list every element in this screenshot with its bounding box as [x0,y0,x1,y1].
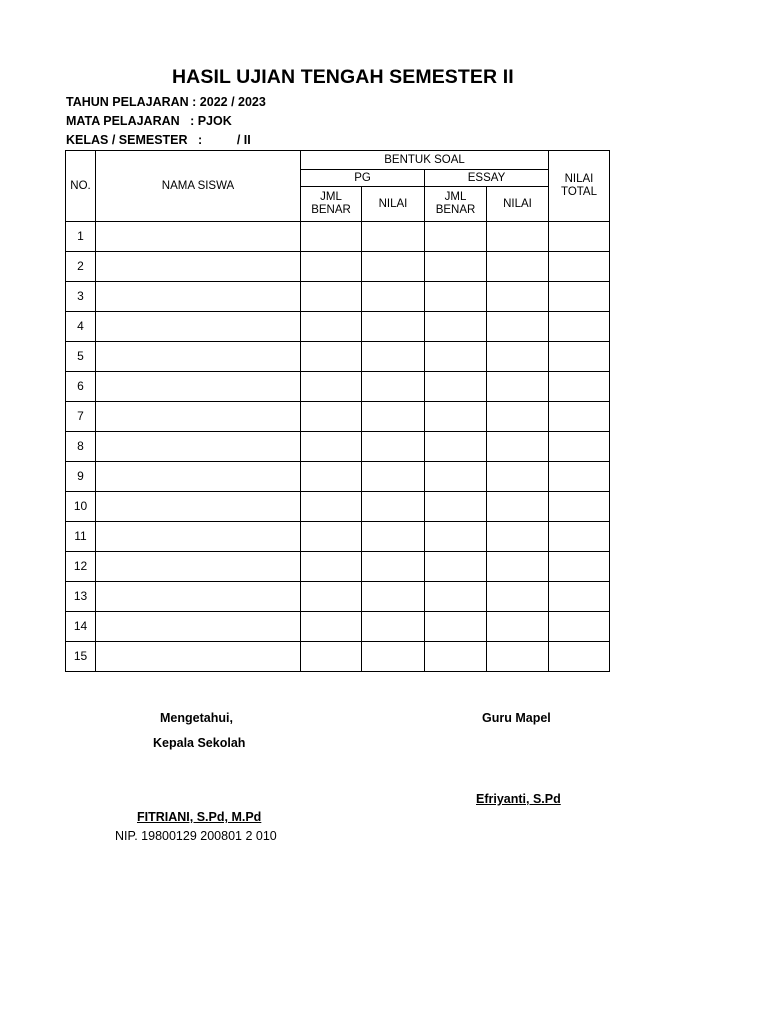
nilai-total-cell [549,642,610,672]
row-number: 3 [66,282,96,312]
guru-mapel-label: Guru Mapel [482,711,551,725]
nilai-total-cell [549,402,610,432]
mata-pelajaran: MATA PELAJARAN : PJOK [66,114,232,128]
nilai-total-cell [549,372,610,402]
essay-nilai-cell [487,582,549,612]
jml-label: JML [444,191,467,203]
essay-nilai-cell [487,222,549,252]
essay-nilai-cell [487,522,549,552]
row-number: 5 [66,342,96,372]
row-number: 1 [66,222,96,252]
table-row [66,462,610,492]
pg-jml-benar-cell [301,552,362,582]
essay-nilai-cell [487,462,549,492]
nama-siswa-cell [96,312,301,342]
table-row [66,582,610,612]
essay-jml-benar-cell [425,492,487,522]
kepala-sekolah-nip: NIP. 19800129 200801 2 010 [115,829,277,843]
table-row [66,552,610,582]
kepala-sekolah-name: FITRIANI, S.Pd, M.Pd [137,810,262,824]
essay-jml-benar-cell [425,642,487,672]
pg-jml-benar-cell [301,402,362,432]
row-number: 13 [66,582,96,612]
nama-siswa-cell [96,642,301,672]
pg-nilai-cell [362,462,425,492]
nilai-total-cell [549,492,610,522]
pg-jml-benar-cell [301,582,362,612]
score-table [65,150,610,672]
essay-nilai-cell [487,252,549,282]
nama-siswa-cell [96,222,301,252]
essay-jml-benar-cell [425,342,487,372]
benar-label: BENAR [311,204,351,216]
essay-jml-benar-cell [425,222,487,252]
essay-jml-benar-cell [425,282,487,312]
row-number: 9 [66,462,96,492]
essay-jml-benar-cell [425,612,487,642]
nilai-total-cell [549,342,610,372]
nilai-total-cell [549,222,610,252]
page-title: HASIL UJIAN TENGAH SEMESTER II [172,66,514,88]
nama-siswa-cell [96,252,301,282]
pg-nilai-cell [362,402,425,432]
nilai-total-line2: TOTAL [561,186,597,198]
pg-jml-benar-cell [301,462,362,492]
row-number: 7 [66,402,96,432]
pg-nilai-cell [362,582,425,612]
kelas-semester: KELAS / SEMESTER : / II [66,133,251,147]
table-body [66,222,610,672]
nama-siswa-cell [96,372,301,402]
nilai-total-cell [549,282,610,312]
pg-jml-benar-cell [301,642,362,672]
kepala-sekolah-label: Kepala Sekolah [153,736,246,750]
essay-nilai-cell [487,432,549,462]
pg-jml-benar-cell [301,222,362,252]
essay-jml-benar-cell [425,462,487,492]
table-row [66,252,610,282]
pg-jml-benar-cell [301,282,362,312]
benar-label: BENAR [435,204,476,216]
essay-nilai-cell [487,642,549,672]
pg-jml-benar-cell [301,252,362,282]
essay-jml-benar-cell [425,312,487,342]
pg-jml-benar-cell [301,492,362,522]
nama-siswa-cell [96,582,301,612]
nilai-total-cell [549,552,610,582]
nama-siswa-cell [96,462,301,492]
table-row [66,342,610,372]
header-essay: ESSAY [425,170,549,187]
pg-nilai-cell [362,642,425,672]
pg-nilai-cell [362,432,425,462]
table-row [66,492,610,522]
pg-nilai-cell [362,492,425,522]
pg-nilai-cell [362,342,425,372]
nama-siswa-cell [96,612,301,642]
essay-jml-benar-cell [425,402,487,432]
header-pg-jml-benar [301,187,362,222]
table-row [66,612,610,642]
jml-label: JML [320,191,342,203]
pg-jml-benar-cell [301,522,362,552]
table-row [66,282,610,312]
nama-siswa-cell [96,492,301,522]
row-number: 12 [66,552,96,582]
nama-siswa-cell [96,552,301,582]
essay-jml-benar-cell [425,582,487,612]
tahun-pelajaran: TAHUN PELAJARAN : 2022 / 2023 [66,95,266,109]
row-number: 4 [66,312,96,342]
header-essay-nilai: NILAI [487,187,549,222]
pg-jml-benar-cell [301,372,362,402]
nilai-total-cell [549,432,610,462]
nilai-total-cell [549,462,610,492]
table-row [66,432,610,462]
pg-nilai-cell [362,552,425,582]
pg-jml-benar-cell [301,312,362,342]
pg-jml-benar-cell [301,432,362,462]
row-number: 15 [66,642,96,672]
table-row [66,312,610,342]
essay-jml-benar-cell [425,432,487,462]
header-essay-jml-benar [425,187,487,222]
header-nilai-total [549,151,610,222]
essay-nilai-cell [487,402,549,432]
row-number: 10 [66,492,96,522]
header-pg: PG [301,170,425,187]
header-nama-siswa: NAMA SISWA [96,151,301,222]
essay-nilai-cell [487,342,549,372]
nilai-total-cell [549,582,610,612]
nilai-total-cell [549,612,610,642]
pg-nilai-cell [362,252,425,282]
nilai-total-cell [549,312,610,342]
essay-nilai-cell [487,312,549,342]
essay-jml-benar-cell [425,252,487,282]
row-number: 14 [66,612,96,642]
table-row [66,372,610,402]
row-number: 6 [66,372,96,402]
pg-nilai-cell [362,222,425,252]
pg-nilai-cell [362,312,425,342]
essay-nilai-cell [487,372,549,402]
pg-nilai-cell [362,612,425,642]
nama-siswa-cell [96,282,301,312]
nilai-total-cell [549,522,610,552]
pg-nilai-cell [362,282,425,312]
row-number: 8 [66,432,96,462]
table-row [66,402,610,432]
row-number: 2 [66,252,96,282]
nama-siswa-cell [96,522,301,552]
essay-jml-benar-cell [425,552,487,582]
essay-jml-benar-cell [425,372,487,402]
table-row [66,222,610,252]
essay-nilai-cell [487,492,549,522]
essay-jml-benar-cell [425,522,487,552]
nilai-total-line1: NILAI [564,173,594,185]
guru-mapel-name: Efriyanti, S.Pd [476,792,561,806]
row-number: 11 [66,522,96,552]
header-pg-nilai: NILAI [362,187,425,222]
table-row [66,642,610,672]
pg-nilai-cell [362,522,425,552]
pg-jml-benar-cell [301,342,362,372]
header-no: NO. [66,151,96,222]
table-row [66,522,610,552]
nama-siswa-cell [96,432,301,462]
essay-nilai-cell [487,612,549,642]
essay-nilai-cell [487,552,549,582]
nilai-total-cell [549,252,610,282]
pg-jml-benar-cell [301,612,362,642]
nama-siswa-cell [96,402,301,432]
pg-nilai-cell [362,372,425,402]
header-bentuk-soal: BENTUK SOAL [301,151,549,170]
mengetahui-label: Mengetahui, [160,711,233,725]
essay-nilai-cell [487,282,549,312]
nama-siswa-cell [96,342,301,372]
